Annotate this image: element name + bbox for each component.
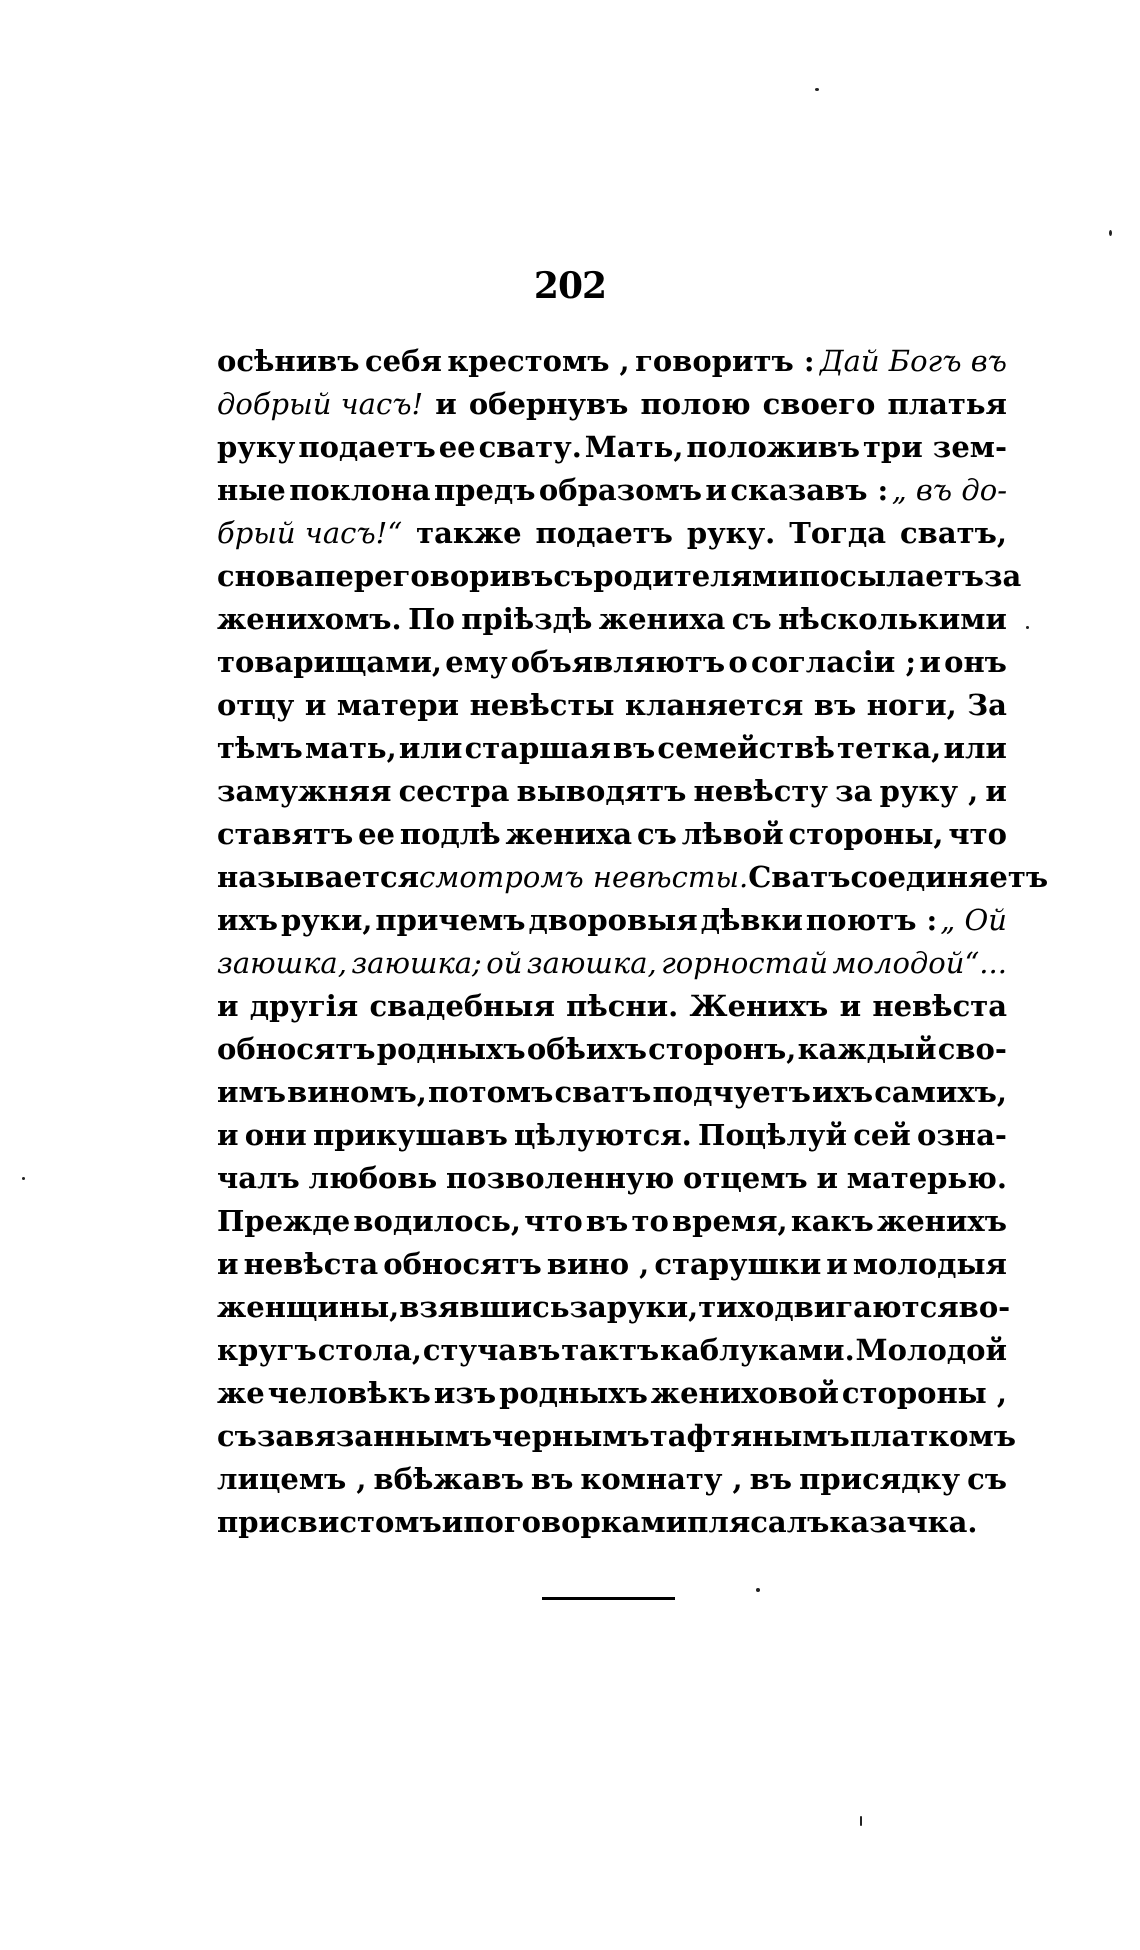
text-line (217, 1028, 1007, 1071)
text-line (217, 985, 1007, 1028)
text-word: дворовыя (528, 903, 698, 937)
text-word: ихъ (217, 903, 279, 937)
text-word: съ (217, 1419, 257, 1453)
text-word: говоритъ : (635, 344, 815, 378)
text-word: полою (640, 387, 751, 421)
text-line (217, 340, 1007, 383)
page-number: 202 (533, 265, 607, 307)
text-word: объявляютъ (510, 645, 726, 679)
text-word: предъ (433, 473, 536, 507)
text-word: родныхъ (499, 1376, 648, 1410)
text-word: тактъ (561, 1333, 660, 1367)
text-word: жениха (598, 602, 726, 636)
text-word: мать, (304, 731, 397, 765)
text-word: взявшись (399, 1290, 570, 1324)
text-word: съ (637, 817, 677, 851)
text-word: По (408, 602, 455, 636)
text-word: самихъ, (874, 1075, 1007, 1109)
text-line (217, 899, 1007, 942)
text-word: изъ (433, 1376, 497, 1410)
text-word: матерью. (846, 1161, 1007, 1195)
text-word: молодой“... (832, 946, 1007, 980)
text-word: озна- (917, 1118, 1007, 1152)
text-word: согласіи ; (751, 645, 917, 679)
text-word: матери (336, 688, 460, 722)
text-word: поклона (289, 473, 431, 507)
text-word: и (919, 645, 941, 679)
text-word: отцу (217, 688, 295, 722)
text-line (217, 1458, 1007, 1501)
text-word: замужняя (217, 774, 392, 808)
text-word: подчуетъ (652, 1075, 811, 1109)
text-line (217, 426, 1007, 469)
text-word: себя (365, 344, 442, 378)
print-speck (1026, 626, 1029, 629)
text-word: поговорками (463, 1505, 688, 1539)
text-word: присвистомъ (217, 1505, 442, 1539)
text-line (217, 770, 1007, 813)
text-word: въ (517, 1333, 561, 1367)
text-word: что (948, 817, 1007, 851)
text-word: и (839, 989, 862, 1023)
text-word: они (244, 1118, 307, 1152)
text-word: же (217, 1376, 265, 1410)
text-word: свату. (478, 430, 582, 464)
text-word: въ (530, 1462, 574, 1496)
text-word: Женихъ (689, 989, 829, 1023)
text-word: подаетъ (298, 430, 436, 464)
text-word: жениха (505, 817, 633, 851)
text-word: вино , (546, 1247, 650, 1281)
text-word: родныхъ (376, 1032, 526, 1066)
text-word: руку , (879, 774, 979, 808)
text-word: чалъ (217, 1161, 300, 1195)
text-word: заюшка, (217, 946, 347, 980)
text-word: соединяетъ (850, 860, 1049, 894)
text-word: ноги, (866, 688, 957, 722)
text-word: пѣсни. (566, 989, 679, 1023)
text-line (217, 555, 1022, 598)
text-word: платья (887, 387, 1007, 421)
print-speck (756, 1588, 760, 1592)
text-word: дѣвки (700, 903, 803, 937)
text-word: то (631, 1204, 669, 1238)
text-word: сватъ, (900, 516, 1007, 550)
text-word: руку. (686, 516, 776, 550)
text-word: присядку (799, 1462, 961, 1496)
print-speck (1109, 230, 1112, 236)
text-word: каблуками. (660, 1333, 855, 1367)
text-word: стуча (422, 1333, 518, 1367)
text-line (217, 1243, 1007, 1286)
text-word: онъ (944, 645, 1007, 679)
text-line (217, 512, 1007, 555)
text-word: заюшка; (351, 946, 482, 980)
text-word: тафтянымъ (649, 1419, 850, 1453)
section-end-rule (542, 1597, 675, 1600)
text-word: какъ (790, 1204, 874, 1238)
text-word: заюшка, (526, 946, 657, 980)
text-line (217, 813, 1007, 856)
text-word: любовь (308, 1161, 438, 1195)
print-speck (22, 1177, 25, 1180)
text-line (217, 727, 1007, 770)
text-word: три зем- (862, 430, 1007, 464)
text-word: выводятъ (516, 774, 687, 808)
text-word: въ (749, 1462, 793, 1496)
text-word: невѣста (243, 1247, 379, 1281)
text-word: образомъ (538, 473, 702, 507)
text-word: посылаетъ (798, 559, 984, 593)
text-word: За (967, 688, 1007, 722)
text-word: руки, (606, 1290, 699, 1324)
text-word: тихо (698, 1290, 775, 1324)
text-word: сво- (937, 1032, 1007, 1066)
text-word: комнату , (580, 1462, 743, 1496)
text-word: и (304, 688, 327, 722)
text-word: и (441, 1505, 464, 1539)
text-word: ставятъ (217, 817, 354, 851)
text-line (217, 684, 1007, 727)
text-line (217, 1415, 1016, 1458)
text-word: время, (672, 1204, 788, 1238)
text-word: сторонъ, (648, 1032, 797, 1066)
text-word: платкомъ (849, 1419, 1016, 1453)
text-word: сестра (398, 774, 510, 808)
text-word: „ Ой (940, 903, 1007, 937)
text-word: о (728, 645, 748, 679)
text-word: „ въ до- (891, 473, 1007, 507)
text-word: и (217, 989, 239, 1023)
text-word: стороны , (841, 1376, 1007, 1410)
text-word: называется (217, 860, 420, 894)
text-word: плясалъ (687, 1505, 830, 1539)
text-word: сватъ (554, 1075, 652, 1109)
text-word: нѣсколькими (778, 602, 1007, 636)
text-word: или (398, 731, 463, 765)
text-word: чернымъ (492, 1419, 650, 1453)
text-word: невѣсту (693, 774, 828, 808)
text-word: вбѣжавъ (373, 1462, 524, 1496)
text-word: обѣихъ (526, 1032, 647, 1066)
text-word: старшая (464, 731, 611, 765)
text-word: съ (731, 602, 772, 636)
text-word: съ (553, 559, 594, 593)
print-speck (860, 1816, 862, 1826)
text-line (217, 1114, 1007, 1157)
text-line (217, 1286, 1011, 1329)
text-word: женихомъ. (217, 602, 402, 636)
text-word: свадебныя (369, 989, 555, 1023)
text-word: ой (486, 946, 523, 980)
text-word: двигаются (774, 1290, 959, 1324)
text-word: крестомъ , (447, 344, 630, 378)
text-word: пріѣздѣ (461, 602, 593, 636)
text-word: снова (217, 559, 315, 593)
text-word: ее (438, 430, 476, 464)
text-word: руку (217, 430, 296, 464)
text-word: стороны, (788, 817, 944, 851)
text-word: цѣлуются. (514, 1118, 692, 1152)
text-word: за (835, 774, 873, 808)
text-word: причемъ (375, 903, 526, 937)
text-line (217, 1501, 1007, 1544)
text-word: невѣста (872, 989, 1007, 1023)
text-line (217, 1071, 1007, 1114)
text-word: старушки (654, 1247, 822, 1281)
text-word: жениховой (650, 1376, 839, 1410)
text-word: за (983, 559, 1022, 593)
text-word: за (569, 1290, 607, 1324)
text-word: обернувъ (468, 387, 629, 421)
text-word: Мать, (584, 430, 684, 464)
text-line (217, 469, 1007, 512)
text-word: руки, (281, 903, 373, 937)
text-word: человѣкъ (267, 1376, 431, 1410)
text-word: сказавъ : (730, 473, 889, 507)
text-word: Дай Богъ въ (820, 344, 1007, 378)
text-line (217, 1157, 1007, 1200)
text-word: подлѣ (399, 817, 501, 851)
text-word: женихъ (876, 1204, 1007, 1238)
print-speck (815, 88, 819, 91)
body-text (217, 340, 1049, 1544)
text-line (217, 641, 1007, 684)
text-line (217, 942, 1007, 985)
text-line (217, 598, 1007, 641)
text-word: лицемъ , (217, 1462, 367, 1496)
text-word: стола, (317, 1333, 422, 1367)
text-word: отцемъ (683, 1161, 808, 1195)
text-word: ные (217, 473, 286, 507)
text-word: потомъ (428, 1075, 554, 1109)
text-word: ихъ (812, 1075, 874, 1109)
text-word: и (217, 1247, 239, 1281)
text-word: въ (813, 688, 857, 722)
text-line (217, 1329, 1007, 1372)
text-word: и (826, 1247, 848, 1281)
text-word: положивъ (686, 430, 860, 464)
text-word: родителями (593, 559, 799, 593)
text-line (217, 856, 1049, 899)
text-word: сей (853, 1118, 911, 1152)
text-word: имъ (217, 1075, 286, 1109)
text-word: переговоривъ (314, 559, 554, 593)
text-word: прикушавъ (312, 1118, 508, 1152)
text-word: также (416, 516, 522, 550)
text-word: Сватъ (748, 860, 851, 894)
text-word: въ (585, 1204, 629, 1238)
text-word: позволенную (446, 1161, 675, 1195)
text-word: Тогда (789, 516, 887, 550)
text-word: что (524, 1204, 583, 1238)
text-word: и (816, 1161, 838, 1195)
text-word: ему (445, 645, 508, 679)
text-word: обносятъ (217, 1032, 376, 1066)
text-word: брый часъ!“ (217, 516, 403, 550)
text-word: обносятъ (383, 1247, 542, 1281)
text-word: кланяется (625, 688, 804, 722)
text-word: или (943, 731, 1007, 765)
text-word: своего (762, 387, 876, 421)
text-word: и (985, 774, 1007, 808)
text-word: и (435, 387, 457, 421)
text-word: поютъ : (805, 903, 938, 937)
text-word: Поцѣлуй (697, 1118, 848, 1152)
text-word: молодыя (852, 1247, 1007, 1281)
text-word: и (217, 1118, 239, 1152)
text-line (217, 1372, 1007, 1415)
text-word: невѣсты (469, 688, 615, 722)
text-word: тетка, (837, 731, 942, 765)
text-word: кругъ (217, 1333, 317, 1367)
text-word: семействѣ (657, 731, 835, 765)
text-word: женщины, (217, 1290, 400, 1324)
text-word: Молодой (855, 1333, 1007, 1367)
text-word: добрый часъ! (217, 387, 424, 421)
text-word: товарищами, (217, 645, 443, 679)
text-line (217, 383, 1007, 426)
text-word: смотромъ невѣсты. (419, 860, 749, 894)
text-word: лѣвой (681, 817, 784, 851)
text-word: виномъ, (287, 1075, 427, 1109)
text-word: и (705, 473, 727, 507)
text-word: осѣнивъ (217, 344, 360, 378)
text-word: подаетъ (535, 516, 673, 550)
text-word: горностай (661, 946, 829, 980)
text-line (217, 1200, 1007, 1243)
text-word: каждый (797, 1032, 937, 1066)
text-word: съ (967, 1462, 1007, 1496)
text-word: завязаннымъ (256, 1419, 493, 1453)
text-word: казачка. (829, 1505, 978, 1539)
text-word: Прежде (217, 1204, 351, 1238)
text-word: въ (612, 731, 656, 765)
text-word: ее (358, 817, 396, 851)
text-word: водилось, (353, 1204, 521, 1238)
text-word: тѣмъ (217, 731, 303, 765)
text-word: во- (958, 1290, 1011, 1324)
text-word: другія (249, 989, 359, 1023)
